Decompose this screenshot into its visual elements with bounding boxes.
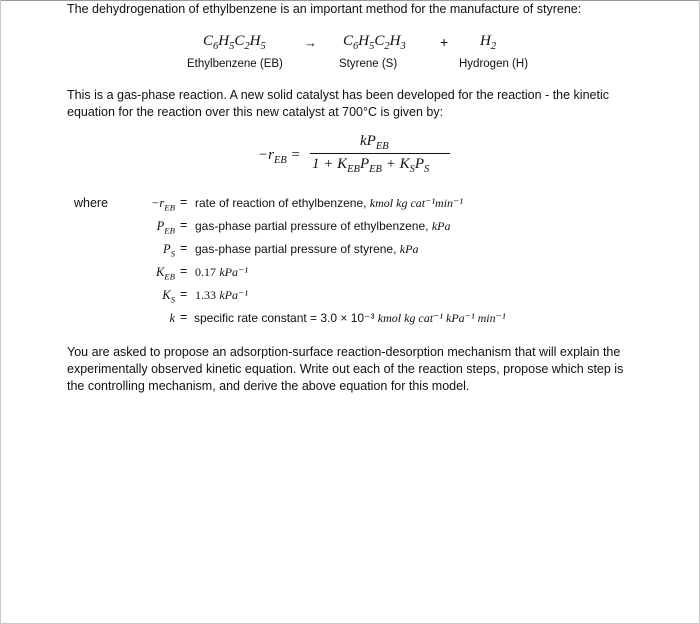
def-KEB-value: 0.17 — [195, 265, 216, 279]
rate-lhs: $-r_{EB}$ = — [258, 147, 301, 166]
reactant-formula: $C_6H_5C_2H_5$ — [203, 33, 266, 52]
equals-sign: = — [180, 287, 188, 301]
def-KS — [195, 288, 248, 303]
hydrogen-name: Hydrogen (H) — [459, 58, 529, 70]
def-PEB-text: gas-phase partial pressure of ethylbenzene, — [195, 219, 429, 233]
para1-line1: This is a gas-phase reaction. A new solid catalyst has been developed for the reaction - the kinetic — [67, 88, 609, 102]
reaction-arrow: → — [304, 35, 317, 50]
fraction-bar — [310, 153, 450, 154]
final-para-line1: You are asked to propose an adsorption-surface reaction-desorption mechanism that will explain the — [67, 345, 621, 359]
para1-line2: equation for the reaction over this new catalyst at 700°C is given by: — [67, 105, 444, 119]
def-rEB-text: rate of reaction of ethylbenzene, — [195, 196, 367, 210]
def-KEB — [195, 265, 248, 280]
symbol-rEB: $-r_{EB}$ — [150, 196, 175, 213]
product-hydrogen-formula: $H_2$ — [480, 33, 497, 52]
reactant-name: Ethylbenzene (EB) — [187, 58, 283, 70]
equals-sign: = — [180, 218, 188, 232]
symbol-KEB: $K_{EB}$ — [155, 265, 175, 282]
rate-numerator: $kP_{EB}$ — [360, 133, 389, 152]
equals-sign: = — [180, 310, 188, 324]
symbol-KS: $K_S$ — [162, 288, 175, 305]
symbol-PEB: $P_{EB}$ — [156, 219, 175, 236]
equals-sign: = — [180, 241, 188, 255]
where-label: where — [74, 196, 109, 210]
final-para-line2: experimentally observed kinetic equation. Write out each of the reaction steps, propose which step is — [67, 362, 624, 376]
symbol-k: k — [169, 311, 175, 325]
def-k-units: kmol kg cat⁻¹ kPa⁻¹ min⁻¹ — [377, 311, 506, 325]
def-KS-value: 1.33 — [195, 288, 216, 302]
equals-sign: = — [180, 195, 188, 209]
def-PEB — [195, 219, 450, 234]
frame-left-border — [0, 0, 1, 624]
intro-text: The dehydrogenation of ethylbenzene is an important method for the manufacture of styrene: — [67, 2, 582, 16]
reaction-plus: + — [440, 34, 449, 50]
def-k-text: specific rate constant = 3.0 × 10⁻³ — [194, 311, 375, 325]
def-k — [194, 311, 506, 326]
def-rEB — [195, 196, 463, 211]
def-rEB-units: kmol kg cat⁻¹min⁻¹ — [369, 196, 463, 210]
rate-denominator: $1 + K_{EB}P_{EB} + K_SP_S$ — [312, 156, 430, 175]
styrene-name: Styrene (S) — [339, 58, 398, 70]
def-PS — [195, 242, 418, 257]
def-KEB-units: kPa⁻¹ — [219, 265, 248, 279]
def-PEB-units: kPa — [431, 219, 451, 233]
def-PS-text: gas-phase partial pressure of styrene, — [195, 242, 397, 256]
def-PS-units: kPa — [399, 242, 419, 256]
final-para-line3: the controlling mechanism, and derive the above equation for this model. — [67, 379, 470, 393]
symbol-PS: $P_S$ — [162, 242, 175, 259]
def-KS-units: kPa⁻¹ — [219, 288, 248, 302]
equals-sign: = — [180, 264, 188, 278]
product-styrene-formula: $C_6H_5C_2H_3$ — [343, 33, 406, 52]
